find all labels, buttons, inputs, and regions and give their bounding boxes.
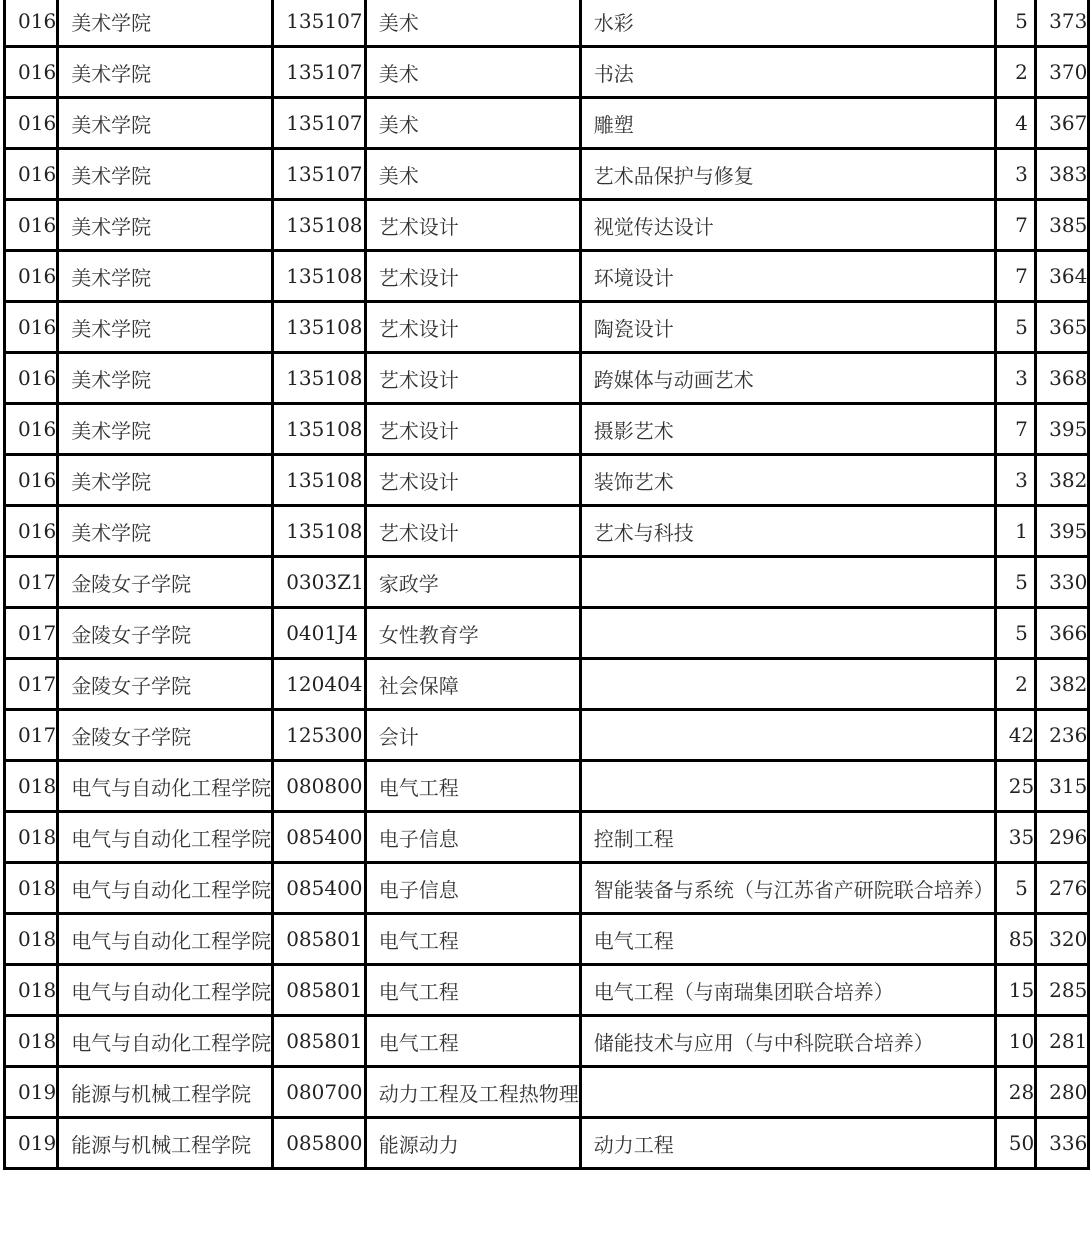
college-cell: 电气与自动化工程学院 (58, 812, 273, 863)
score-cell: 370 (1036, 47, 1089, 98)
quota-cell: 2 (995, 659, 1035, 710)
quota-cell: 2 (995, 47, 1035, 98)
major-code-cell: 135108 (273, 200, 366, 251)
quota-cell: 7 (995, 251, 1035, 302)
unit-code-cell: 016 (5, 98, 58, 149)
table-row (5, 761, 1089, 812)
score-cell: 296 (1036, 812, 1089, 863)
unit-code-cell: 016 (5, 455, 58, 506)
quota-cell: 4 (995, 98, 1035, 149)
score-cell: 382 (1036, 455, 1089, 506)
unit-code-cell: 018 (5, 965, 58, 1016)
major-cell: 女性教育学 (365, 608, 580, 659)
direction-cell: 摄影艺术 (580, 404, 995, 455)
major-code-cell: 135108 (273, 455, 366, 506)
score-cell: 281 (1036, 1016, 1089, 1067)
unit-code-cell: 016 (5, 353, 58, 404)
direction-cell: 艺术与科技 (580, 506, 995, 557)
table-row (5, 710, 1089, 761)
score-cell: 315 (1036, 761, 1089, 812)
table-row (5, 353, 1089, 404)
college-cell: 美术学院 (58, 200, 273, 251)
major-cell: 家政学 (365, 557, 580, 608)
table-row (5, 47, 1089, 98)
major-code-cell: 080800 (273, 761, 366, 812)
major-cell: 艺术设计 (365, 200, 580, 251)
major-cell: 动力工程及工程热物理 (365, 1067, 580, 1118)
college-cell: 电气与自动化工程学院 (58, 1016, 273, 1067)
college-cell: 美术学院 (58, 353, 273, 404)
unit-code-cell: 016 (5, 251, 58, 302)
college-cell: 金陵女子学院 (58, 608, 273, 659)
unit-code-cell: 017 (5, 659, 58, 710)
major-code-cell: 135108 (273, 353, 366, 404)
direction-cell: 环境设计 (580, 251, 995, 302)
direction-cell: 雕塑 (580, 98, 995, 149)
direction-cell (580, 761, 995, 812)
college-cell: 金陵女子学院 (58, 710, 273, 761)
major-code-cell: 135107 (273, 47, 366, 98)
major-code-cell: 135108 (273, 251, 366, 302)
score-cell: 366 (1036, 608, 1089, 659)
score-cell: 368 (1036, 353, 1089, 404)
table-row (5, 404, 1089, 455)
unit-code-cell: 016 (5, 149, 58, 200)
table-row (5, 506, 1089, 557)
quota-cell: 3 (995, 353, 1035, 404)
quota-cell: 10 (995, 1016, 1035, 1067)
college-cell: 美术学院 (58, 0, 273, 47)
direction-cell: 艺术品保护与修复 (580, 149, 995, 200)
major-code-cell: 135108 (273, 404, 366, 455)
quota-cell: 3 (995, 455, 1035, 506)
table-row (5, 0, 1089, 47)
major-cell: 电气工程 (365, 761, 580, 812)
college-cell: 美术学院 (58, 149, 273, 200)
table-row (5, 1067, 1089, 1118)
table-row (5, 302, 1089, 353)
college-cell: 电气与自动化工程学院 (58, 863, 273, 914)
quota-cell: 50 (995, 1118, 1035, 1169)
direction-cell: 电气工程（与南瑞集团联合培养） (580, 965, 995, 1016)
college-cell: 金陵女子学院 (58, 659, 273, 710)
unit-code-cell: 016 (5, 47, 58, 98)
quota-cell: 5 (995, 302, 1035, 353)
table-row (5, 608, 1089, 659)
quota-cell: 7 (995, 200, 1035, 251)
direction-cell: 水彩 (580, 0, 995, 47)
major-code-cell: 135107 (273, 149, 366, 200)
table-row (5, 812, 1089, 863)
unit-code-cell: 017 (5, 710, 58, 761)
quota-cell: 5 (995, 557, 1035, 608)
table-row (5, 149, 1089, 200)
major-cell: 电气工程 (365, 1016, 580, 1067)
direction-cell: 动力工程 (580, 1118, 995, 1169)
table-body (5, 0, 1089, 1169)
major-cell: 艺术设计 (365, 404, 580, 455)
college-cell: 美术学院 (58, 302, 273, 353)
direction-cell: 视觉传达设计 (580, 200, 995, 251)
major-cell: 能源动力 (365, 1118, 580, 1169)
quota-cell: 42 (995, 710, 1035, 761)
score-cell: 382 (1036, 659, 1089, 710)
college-cell: 电气与自动化工程学院 (58, 965, 273, 1016)
major-cell: 电子信息 (365, 863, 580, 914)
unit-code-cell: 016 (5, 404, 58, 455)
table-row (5, 455, 1089, 506)
table-row (5, 1016, 1089, 1067)
direction-cell (580, 608, 995, 659)
admission-score-table (3, 0, 1090, 1170)
score-cell: 280 (1036, 1067, 1089, 1118)
major-cell: 艺术设计 (365, 506, 580, 557)
major-cell: 艺术设计 (365, 302, 580, 353)
table-row (5, 965, 1089, 1016)
unit-code-cell: 018 (5, 812, 58, 863)
major-cell: 会计 (365, 710, 580, 761)
major-code-cell: 135108 (273, 506, 366, 557)
college-cell: 能源与机械工程学院 (58, 1067, 273, 1118)
quota-cell: 1 (995, 506, 1035, 557)
table-row (5, 98, 1089, 149)
major-cell: 美术 (365, 47, 580, 98)
table-row (5, 200, 1089, 251)
unit-code-cell: 018 (5, 863, 58, 914)
table-row (5, 557, 1089, 608)
direction-cell: 电气工程 (580, 914, 995, 965)
direction-cell (580, 1067, 995, 1118)
table-row (5, 659, 1089, 710)
college-cell: 美术学院 (58, 251, 273, 302)
direction-cell: 跨媒体与动画艺术 (580, 353, 995, 404)
major-code-cell: 0401J4 (273, 608, 366, 659)
major-cell: 电子信息 (365, 812, 580, 863)
quota-cell: 85 (995, 914, 1035, 965)
college-cell: 美术学院 (58, 98, 273, 149)
quota-cell: 5 (995, 0, 1035, 47)
table-row (5, 1118, 1089, 1169)
score-cell: 373 (1036, 0, 1089, 47)
major-code-cell: 0303Z1 (273, 557, 366, 608)
major-code-cell: 085800 (273, 1118, 366, 1169)
direction-cell (580, 659, 995, 710)
direction-cell: 书法 (580, 47, 995, 98)
score-cell: 364 (1036, 251, 1089, 302)
quota-cell: 7 (995, 404, 1035, 455)
unit-code-cell: 016 (5, 200, 58, 251)
unit-code-cell: 018 (5, 1016, 58, 1067)
quota-cell: 5 (995, 608, 1035, 659)
college-cell: 美术学院 (58, 506, 273, 557)
college-cell: 金陵女子学院 (58, 557, 273, 608)
score-cell: 385 (1036, 200, 1089, 251)
score-cell: 285 (1036, 965, 1089, 1016)
major-code-cell: 135107 (273, 98, 366, 149)
direction-cell: 智能装备与系统（与江苏省产研院联合培养） (580, 863, 995, 914)
score-cell: 330 (1036, 557, 1089, 608)
score-cell: 276 (1036, 863, 1089, 914)
direction-cell (580, 557, 995, 608)
major-cell: 美术 (365, 149, 580, 200)
unit-code-cell: 016 (5, 0, 58, 47)
quota-cell: 35 (995, 812, 1035, 863)
direction-cell: 储能技术与应用（与中科院联合培养） (580, 1016, 995, 1067)
direction-cell (580, 710, 995, 761)
major-code-cell: 085400 (273, 812, 366, 863)
major-code-cell: 120404 (273, 659, 366, 710)
table-row (5, 863, 1089, 914)
major-cell: 美术 (365, 0, 580, 47)
major-code-cell: 085400 (273, 863, 366, 914)
unit-code-cell: 018 (5, 761, 58, 812)
unit-code-cell: 016 (5, 302, 58, 353)
major-code-cell: 125300 (273, 710, 366, 761)
college-cell: 电气与自动化工程学院 (58, 914, 273, 965)
score-cell: 367 (1036, 98, 1089, 149)
unit-code-cell: 017 (5, 608, 58, 659)
admission-table-wrapper (3, 0, 1090, 1170)
score-cell: 336 (1036, 1118, 1089, 1169)
score-cell: 383 (1036, 149, 1089, 200)
table-row (5, 914, 1089, 965)
direction-cell: 陶瓷设计 (580, 302, 995, 353)
major-code-cell: 085801 (273, 965, 366, 1016)
major-cell: 艺术设计 (365, 251, 580, 302)
quota-cell: 3 (995, 149, 1035, 200)
college-cell: 美术学院 (58, 455, 273, 506)
major-cell: 美术 (365, 98, 580, 149)
quota-cell: 25 (995, 761, 1035, 812)
score-cell: 395 (1036, 506, 1089, 557)
major-code-cell: 135107 (273, 0, 366, 47)
direction-cell: 装饰艺术 (580, 455, 995, 506)
major-code-cell: 085801 (273, 914, 366, 965)
unit-code-cell: 019 (5, 1118, 58, 1169)
score-cell: 395 (1036, 404, 1089, 455)
major-cell: 艺术设计 (365, 455, 580, 506)
major-code-cell: 085801 (273, 1016, 366, 1067)
score-cell: 365 (1036, 302, 1089, 353)
direction-cell: 控制工程 (580, 812, 995, 863)
major-code-cell: 080700 (273, 1067, 366, 1118)
college-cell: 美术学院 (58, 404, 273, 455)
college-cell: 能源与机械工程学院 (58, 1118, 273, 1169)
college-cell: 美术学院 (58, 47, 273, 98)
score-cell: 320 (1036, 914, 1089, 965)
table-row (5, 251, 1089, 302)
major-code-cell: 135108 (273, 302, 366, 353)
quota-cell: 15 (995, 965, 1035, 1016)
score-cell: 236 (1036, 710, 1089, 761)
major-cell: 电气工程 (365, 965, 580, 1016)
unit-code-cell: 019 (5, 1067, 58, 1118)
unit-code-cell: 018 (5, 914, 58, 965)
major-cell: 社会保障 (365, 659, 580, 710)
college-cell: 电气与自动化工程学院 (58, 761, 273, 812)
quota-cell: 28 (995, 1067, 1035, 1118)
major-cell: 电气工程 (365, 914, 580, 965)
unit-code-cell: 016 (5, 506, 58, 557)
quota-cell: 5 (995, 863, 1035, 914)
major-cell: 艺术设计 (365, 353, 580, 404)
unit-code-cell: 017 (5, 557, 58, 608)
